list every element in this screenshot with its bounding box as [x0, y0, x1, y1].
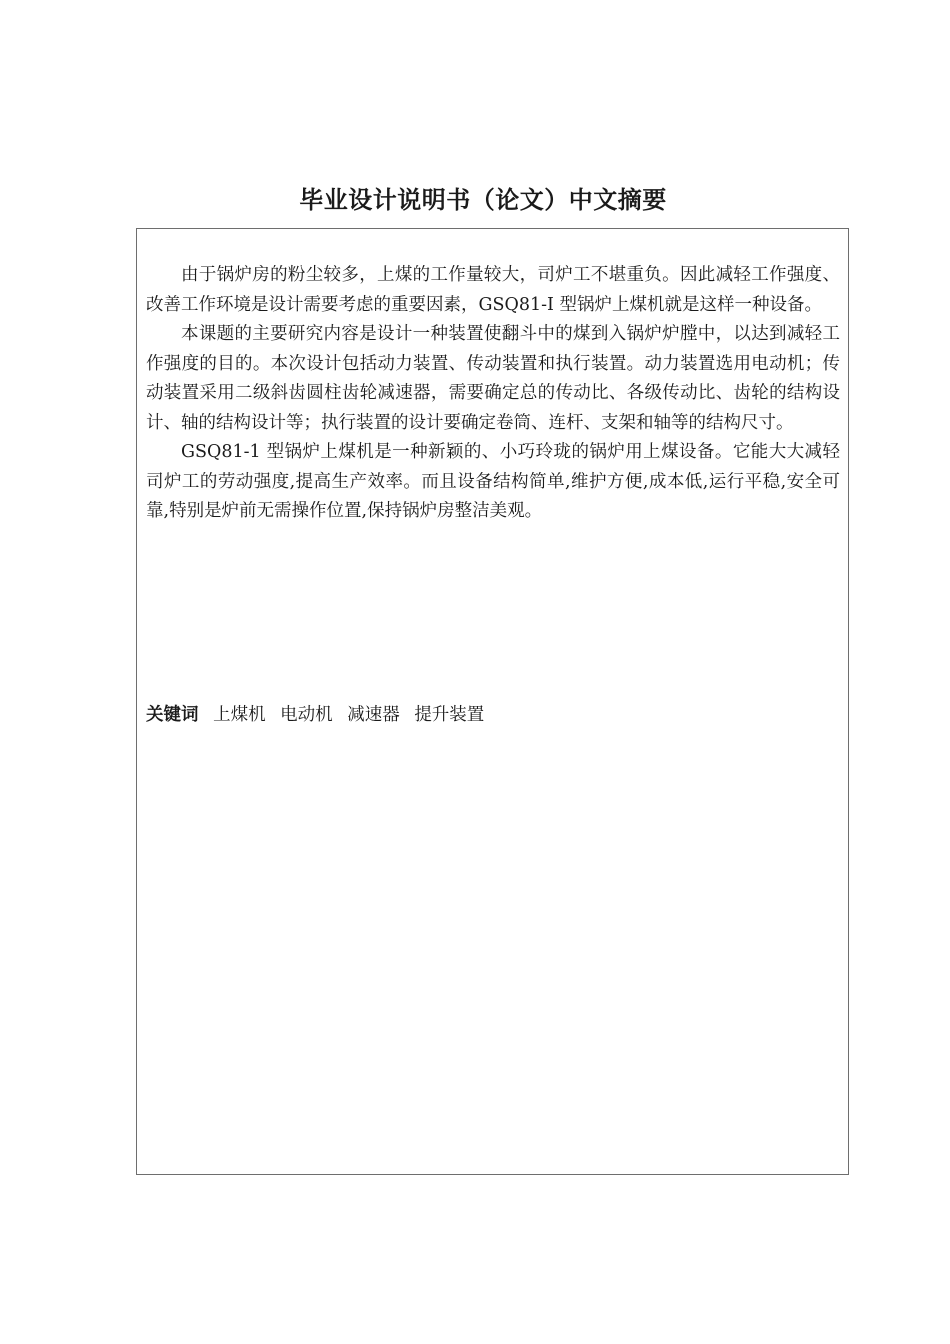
keyword-4: 提升装置: [414, 705, 485, 725]
keywords-line: [146, 701, 484, 729]
page-title: 毕业设计说明书（论文）中文摘要: [299, 186, 667, 214]
abstract-paragraph-2: 本课题的主要研究内容是设计一种装置使翻斗中的煤到入锅炉炉膛中，以达到减轻工作强度的目的。本次设计包括动力装置、传动装置和执行装置。动力装置选用电动机；传动装置采用二级斜齿圆柱齿轮减速器，需要确定总的传动比、各级传动比、齿轮的结构设计、轴的结构设计等；执行装置的设计要确定卷筒、连杆、支架和轴等的结构尺寸。: [146, 324, 840, 433]
keyword-1: 上煤机: [213, 705, 266, 725]
abstract-paragraph-3: GSQ81-1 型锅炉上煤机是一种新颖的、小巧玲珑的锅炉用上煤设备。它能大大减轻司炉工的劳动强度,提高生产效率。而且设备结构简单,维护方便,成本低,运行平稳,安全可靠,特别是炉前无需操作位置,保持锅炉房整洁美观。: [146, 442, 840, 521]
abstract-body: [146, 261, 840, 527]
keywords-label: 关键词: [146, 705, 199, 725]
abstract-paragraph-1: 由于锅炉房的粉尘较多，上煤的工作量较大，司炉工不堪重负。因此减轻工作强度、改善工作环境是设计需要考虑的重要因素，GSQ81-I 型锅炉上煤机就是这样一种设备。: [146, 265, 840, 315]
keyword-3: 减速器: [347, 705, 400, 725]
abstract-box: [136, 228, 849, 1175]
keyword-2: 电动机: [280, 705, 333, 725]
